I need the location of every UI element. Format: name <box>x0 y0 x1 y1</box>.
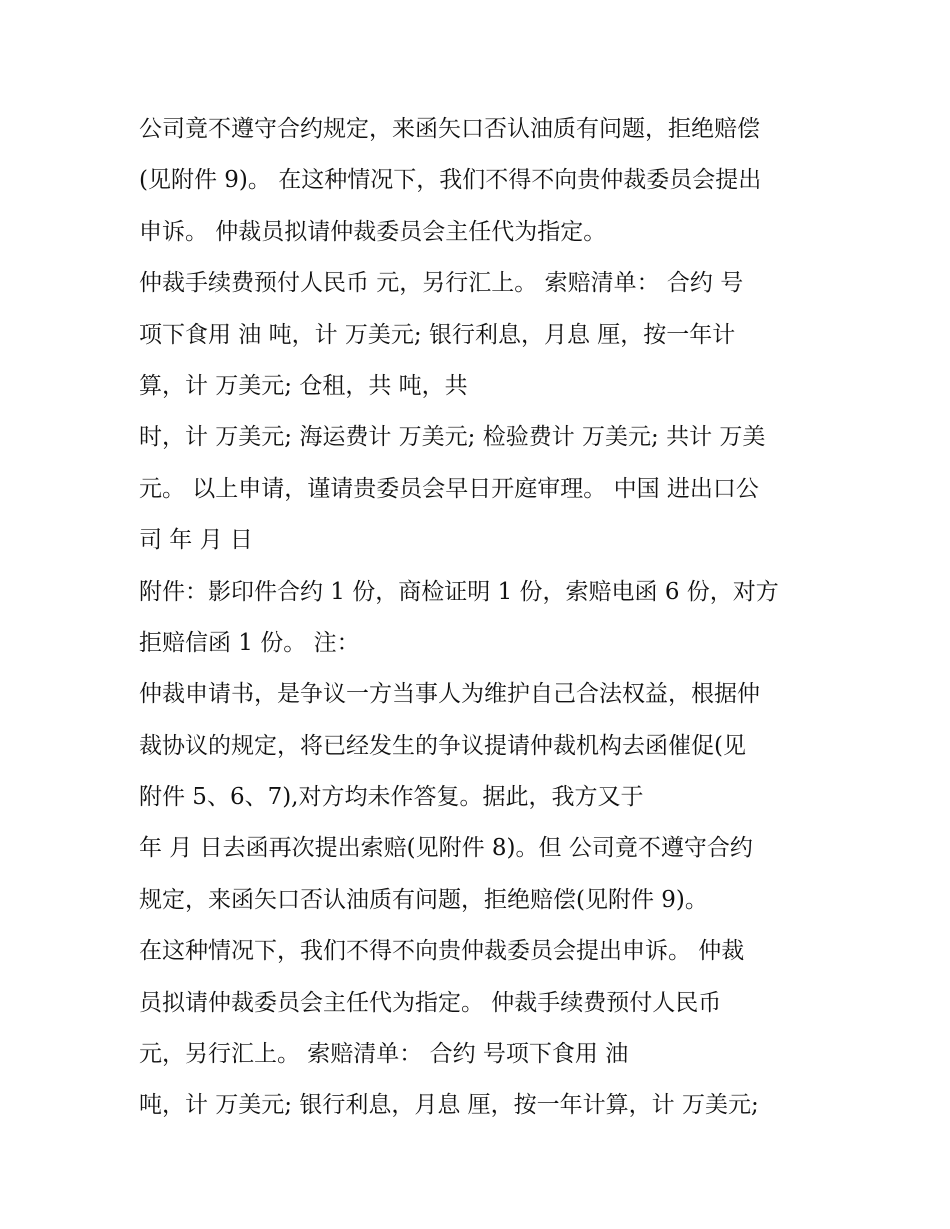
text-line: 元。 以上申请，谨请贵委员会早日开庭审理。 中国 进出口公 <box>139 475 759 502</box>
text-line: 吨，计 万美元; 银行利息，月息 厘，按一年计算，计 万美元; <box>139 1092 759 1119</box>
text-line: 算，计 万美元; 仓租，共 吨，共 <box>139 372 468 399</box>
text-line: 公司竟不遵守合约规定，来函矢口否认油质有问题，拒绝赔偿 <box>139 116 760 142</box>
text-line: (见附件 9)。 在这种情况下，我们不得不向贵仲裁委员会提出 <box>139 167 762 194</box>
text-line: 拒赔信函 1 份。 注： <box>139 629 360 656</box>
text-line: 司 年 月 日 <box>139 527 253 554</box>
text-line: 仲裁手续费预付人民币 元，另行汇上。 索赔清单： 合约 号 <box>139 270 744 297</box>
text-line: 时，计 万美元; 海运费计 万美元; 检验费计 万美元; 共计 万美 <box>139 424 766 451</box>
text-line: 规定，来函矢口否认油质有问题，拒绝赔偿(见附件 9)。 <box>139 886 708 913</box>
text-line: 项下食用 油 吨，计 万美元; 银行利息，月息 厘，按一年计 <box>139 321 736 348</box>
text-line: 申诉。 仲裁员拟请仲裁委员会主任代为指定。 <box>139 218 607 245</box>
text-line: 年 月 日去函再次提出索赔(见附件 8)。但 公司竟不遵守合约 <box>139 835 753 862</box>
text-line: 在这种情况下，我们不得不向贵仲裁委员会提出申诉。 仲裁 <box>139 938 745 965</box>
text-line: 附件：影印件合约 1 份，商检证明 1 份，索赔电函 6 份，对方 <box>139 578 779 605</box>
text-line: 元，另行汇上。 索赔清单： 合约 号项下食用 油 <box>139 1041 629 1068</box>
document-body <box>139 104 839 1132</box>
text-line: 员拟请仲裁委员会主任代为指定。 仲裁手续费预付人民币 <box>139 989 722 1016</box>
text-line: 附件 5、6、7),对方均未作答复。据此，我方又于 <box>139 784 644 811</box>
text-line: 仲裁申请书，是争议一方当事人为维护自己合法权益，根据仲 <box>139 681 760 708</box>
text-line: 裁协议的规定，将已经发生的争议提请仲裁机构去函催促(见 <box>139 732 746 759</box>
